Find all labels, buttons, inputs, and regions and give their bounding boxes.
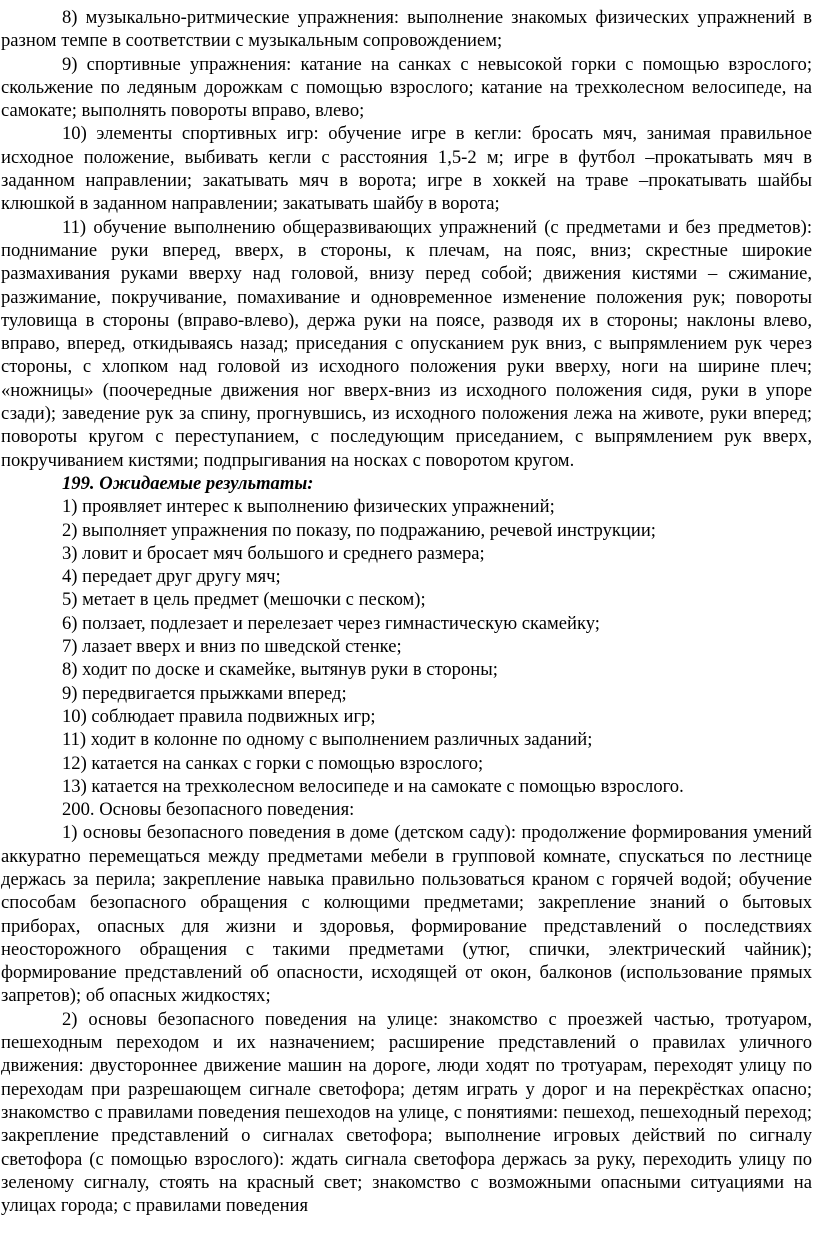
result-item-4: 4) передает друг другу мяч; bbox=[62, 566, 281, 588]
paragraph-item-10: 10) элементы спортивных игр: обучение игре в кегли: бросать мяч, занимая правильное исходное положение, выбивать кегли с расстояния 1,5-2 м; игре в футбол –прокатывать мяч в заданном направлении; закатывать мяч в ворота; игре в хоккей на траве –прокатывать шайбы клюшкой в заданном направлении; закатывать шайбу в ворота; bbox=[1, 123, 812, 215]
result-item-3: 3) ловит и бросает мяч большого и среднего размера; bbox=[62, 542, 485, 564]
result-item-12: 12) катается на санках с горки с помощью взрослого; bbox=[62, 752, 484, 774]
result-item-2: 2) выполняет упражнения по показу, по подражанию, речевой инструкции; bbox=[62, 519, 656, 541]
result-item-10: 10) соблюдает правила подвижных игр; bbox=[62, 705, 376, 727]
result-item-9: 9) передвигается прыжками вперед; bbox=[62, 682, 347, 704]
results-heading: 199. Ожидаемые результаты: bbox=[62, 472, 314, 494]
safety-heading: 200. Основы безопасного поведения: bbox=[62, 799, 355, 821]
paragraph-item-11: 11) обучение выполнению общеразвивающих упражнений (с предметами и без предметов): поднимание руки вперед, вверх, в стороны, к плечам, на пояс, вниз; скрестные широкие размахивания руками вверху над головой, внизу перед собой; движения кистями – сжимание, разжимание, покручивание, помахивание и одновременное изменение положения рук; повороты туловища в стороны (вправо-влево), держа руки на поясе, разводя их в стороны; наклоны влево, вправо, вперед, откидываясь назад; приседания с опусканием рук вниз, с выпрямлением рук через стороны, с хлопком над головой из исходного положения руки вверху, ноги на ширине плеч; «ножницы» (поочередные движения ног вверх-вниз из исходного положения сидя, руки в упоре сзади); заведение рук за спину, прогнувшись, из исходного положения лежа на животе, руки вперед; повороты кругом с переступанием, с последующим приседанием, с выпрямлением рук вверх, покручиванием кистями; подпрыгивания на носках с поворотом кругом. bbox=[1, 216, 812, 471]
safety-paragraph-home: 1) основы безопасного поведения в доме (детском саду): продолжение формирования умений аккуратно перемещаться между предметами мебели в групповой комнате, спускаться по лестнице держась за перила; закрепление навыка правильно пользоваться краном с горячей водой; обучение способам безопасного обращения с колющими предметами; закрепление знаний о бытовых приборах, опасных для жизни и здоровья, формирование представлений о последствиях неосторожного обращения с такими предметами (утюг, спички, электрический чайник); формирование представлений об опасности, исходящей от окон, балконов (использование прямых запретов); об опасных жидкостях; bbox=[1, 822, 812, 1007]
result-item-1: 1) проявляет интерес к выполнению физических упражнений; bbox=[62, 496, 555, 518]
result-item-7: 7) лазает вверх и вниз по шведской стенке; bbox=[62, 636, 402, 658]
result-item-13: 13) катается на трехколесном велосипеде и на самокате с помощью взрослого. bbox=[62, 775, 684, 797]
paragraph-item-8: 8) музыкально-ритмические упражнения: выполнение знакомых физических упражнений в разном темпе в соответствии с музыкальным сопровождением; bbox=[1, 7, 812, 52]
safety-paragraph-street: 2) основы безопасного поведения на улице: знакомство с проезжей частью, тротуаром, пешеходным переходом и их назначением; расширение представлений о правилах уличного движения: двустороннее движение машин на дороге, люди ходят по тротуарам, переходят улицу по переходам при разрешающем сигнале светофора; детям играть у дорог и на перекрёстках опасно; знакомство с правилами поведения пешеходов на улице, с понятиями: пешеход, пешеходный переход; закрепление представлений о сигналах светофора; выполнение игровых действий по сигналу светофора (с помощью взрослого): ждать сигнала светофора держась за руку, переходить улицу по зеленому сигналу, стоять на красный свет; знакомство с возможными опасными ситуациями на улицах города; с правилами поведения bbox=[1, 1008, 812, 1217]
result-item-8: 8) ходит по доске и скамейке, вытянув руки в стороны; bbox=[62, 659, 498, 681]
result-item-5: 5) метает в цель предмет (мешочки с песком); bbox=[62, 589, 426, 611]
result-item-6: 6) ползает, подлезает и перелезает через гимнастическую скамейку; bbox=[62, 612, 600, 634]
paragraph-item-9: 9) спортивные упражнения: катание на санках с невысокой горки с помощью взрослого; скольжение по ледяным дорожкам с помощью взрослого; катание на трехколесном велосипеде, на самокате; выполнять повороты вправо, влево; bbox=[1, 53, 812, 122]
result-item-11: 11) ходит в колонне по одному с выполнением различных заданий; bbox=[62, 729, 593, 751]
